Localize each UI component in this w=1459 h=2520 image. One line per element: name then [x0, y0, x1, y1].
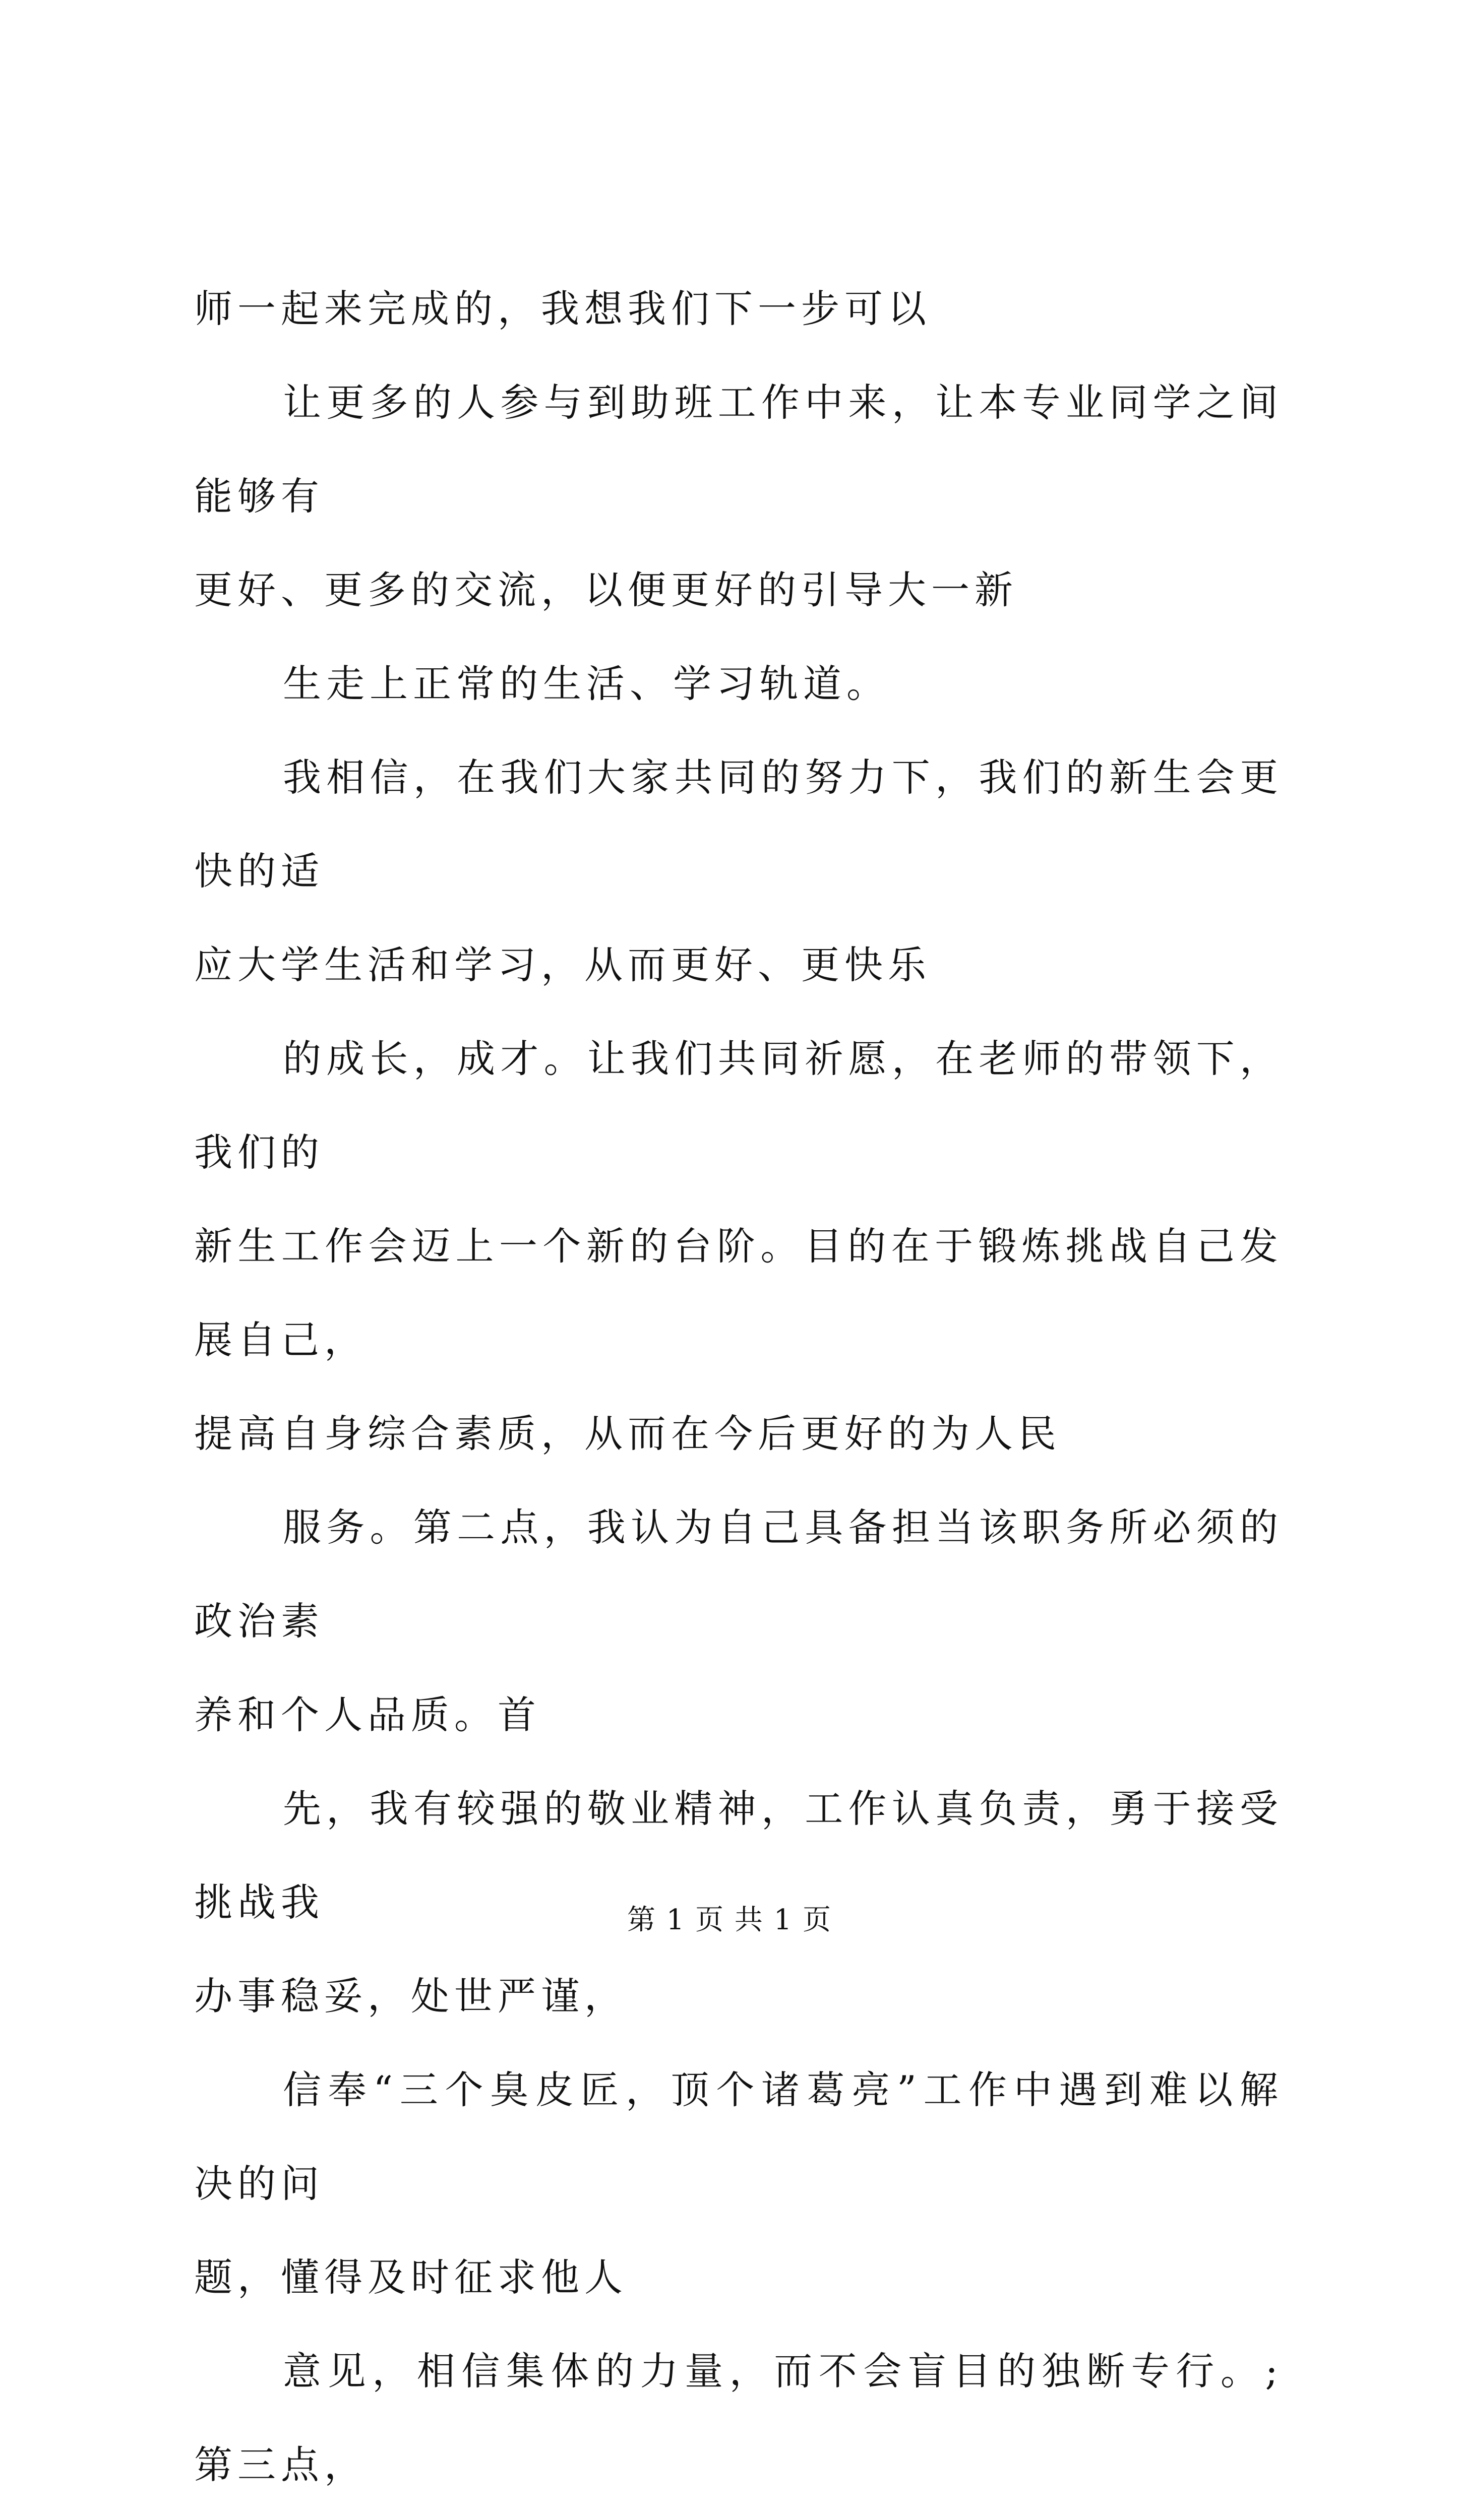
text-line: 题，懂得及时征求他人	[194, 2255, 628, 2300]
text-line	[194, 2512, 1283, 2520]
text-line: 更好、更多的交流，以便更好的引导大一新	[194, 568, 1018, 612]
text-line: 应大学生活和学习，从而更好、更快乐	[194, 942, 931, 987]
text-line: 意见，相信集体的力量，而不会盲目的独断专行。;第三点，	[194, 2349, 1283, 2487]
text-line: 信奉“三个臭皮匠，顶个诸葛亮”工作中遇到难以解决的问	[194, 2067, 1283, 2206]
text-line: 先，我有较强的敬业精神，工作认真负责，勇于接受挑战我	[194, 1786, 1283, 1925]
text-line: 服务。第二点，我认为自己具备担当该职务所必须的政治素	[194, 1505, 1283, 1644]
document-body	[194, 262, 1283, 2520]
text-line: 生走上正常的生活、学习轨道。	[283, 661, 890, 706]
text-line: 的成长，成才。让我们共同祈愿，在老师的带领下，我们的	[194, 1036, 1283, 1175]
text-line: 养和个人品质。首	[194, 1692, 541, 1737]
page-footer: 第 1 页 共 1 页	[627, 1904, 832, 1936]
text-line: 让更多的人参与到助班工作中来，让本专业同学之间能够有	[194, 380, 1283, 519]
text-line: 我相信，在我们大家共同的努力下，我们的新生会更快的适	[194, 755, 1283, 894]
text-line: 办事稳妥，处世严谨，	[194, 1974, 628, 2019]
text-line: 新生工作会迈上一个新的台阶。目的在于锻炼挑战自己发展自己，	[194, 1224, 1283, 1362]
text-line: 提高自身综合素质，从而在今后更好的为人民	[194, 1411, 1061, 1456]
text-line: 师一起来完成的，我想我们下一步可以	[194, 286, 931, 331]
